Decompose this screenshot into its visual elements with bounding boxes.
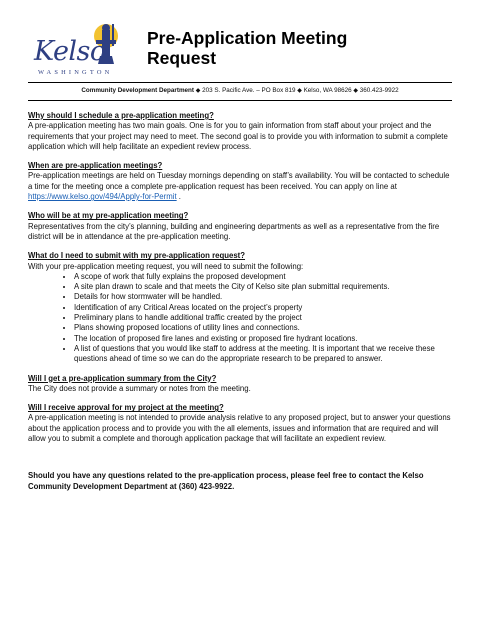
contact-phone: 360.423-9922 — [359, 87, 399, 94]
logo-subtitle: WASHINGTON — [38, 69, 113, 76]
list-item: • Preliminary plans to handle additional traffic created by the project — [74, 313, 454, 323]
list-item: • The location of proposed fire lanes and existing or proposed fire hydrant locations. — [74, 334, 454, 344]
question-heading: Who will be at my pre-application meeting? — [28, 211, 189, 221]
title-line-2: Request — [147, 48, 217, 68]
document-header — [28, 22, 452, 80]
logo-wordmark: Kelso — [34, 36, 106, 67]
contact-address: 203 S. Pacific Ave. – PO Box 819 — [202, 87, 296, 94]
page-title — [147, 28, 447, 68]
question-heading: Will I get a pre-application summary from the City? — [28, 373, 217, 383]
answer-text: Pre-application meetings are held on Tuesday mornings depending on staff’s availability. You will be contacted to schedule a time for the meeting once a complete pre-application request has been received. You can apply on line at — [28, 171, 450, 191]
contact-city: Kelso, WA 98626 — [303, 87, 352, 94]
apply-for-permit-link[interactable]: https://www.kelso.gov/494/Apply-for-Permit — [28, 192, 177, 202]
header-rule-top — [28, 82, 452, 83]
closing-statement: Should you have any questions related to the pre-application process, please feel free to contact the Kelso Community Development Department at (360) 423-9922. — [28, 471, 424, 491]
answer-paragraph: A pre-application meeting has two main goals. One is for you to gain information from staff about your project and the requirements that your project may need to meet. The second goal is to provide you with information to submit a complete application which will help facilitate an expedient review process. — [28, 121, 448, 151]
answer-paragraph: With your pre-application meeting request, you will need to submit the following: — [28, 261, 304, 271]
title-line-1: Pre-Application Meeting — [147, 28, 348, 48]
question-heading: Will I receive approval for my project at the meeting? — [28, 403, 224, 413]
list-item: • Plans showing proposed locations of utility lines and connections. — [74, 323, 454, 333]
submission-requirements-list — [28, 272, 454, 365]
kelso-logo — [28, 22, 144, 80]
answer-paragraph — [28, 171, 454, 202]
diamond-separator-icon: ◆ — [195, 88, 201, 94]
answer-paragraph: The City does not provide a summary or notes from the meeting. — [28, 383, 251, 393]
answer-paragraph: Representatives from the city’s planning, building and engineering departments as well as a representative from the fire district will be in attendance at the pre-application meeting. — [28, 221, 440, 241]
list-item: • Identification of any Critical Areas located on the project’s property — [74, 303, 454, 313]
question-heading: What do I need to submit with my pre-application request? — [28, 251, 246, 261]
list-item: • A list of questions that you would like staff to address at the meeting. It is important that we receive these questions ahead of time so we can do the appropriate research to be prepared to answer. — [74, 344, 454, 365]
question-heading: Why should I schedule a pre-application meeting? — [28, 111, 214, 120]
list-item: • A site plan drawn to scale and that meets the City of Kelso site plan submittal requirements. — [74, 282, 454, 292]
answer-paragraph: A pre-application meeting is not intended to provide analysis relative to any proposed project, but to answer your questions about the application process and to provide you with the all elements, issues and information that are required and will allow you to submit a complete and thorough application package that will facilitate an expedient review. — [28, 413, 451, 444]
contact-line — [28, 87, 452, 94]
list-item: • Details for how stormwater will be handled. — [74, 292, 454, 302]
document-body — [28, 111, 454, 501]
diamond-separator-icon: ◆ — [297, 88, 302, 94]
header-rule-bottom — [28, 100, 452, 101]
answer-text-tail: . — [176, 192, 181, 202]
contact-department: Community Development Department — [81, 87, 194, 94]
list-item: • A scope of work that fully explains the proposed development — [74, 272, 454, 282]
diamond-separator-icon: ◆ — [353, 88, 359, 94]
question-heading: When are pre-application meetings? — [28, 161, 163, 171]
